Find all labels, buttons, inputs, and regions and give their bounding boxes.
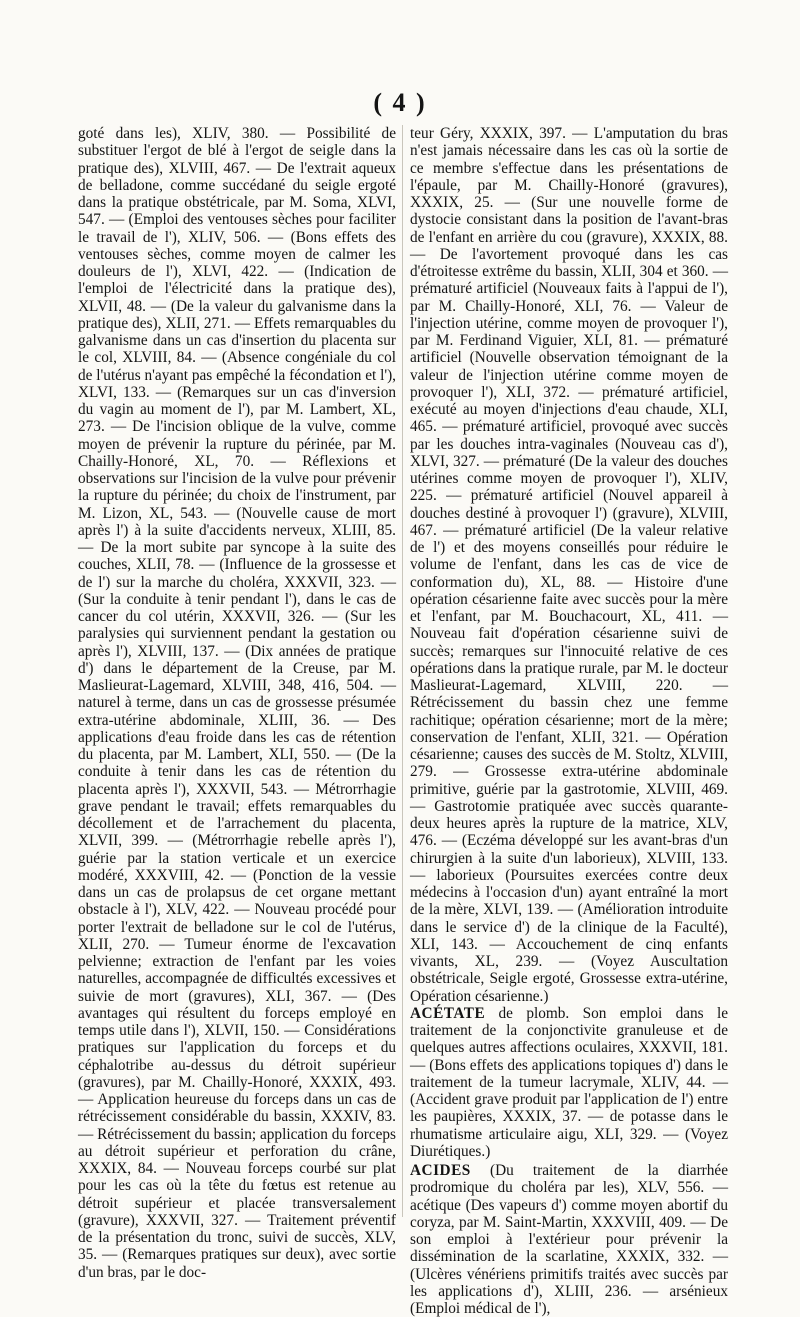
- index-entry-acetate: [410, 1005, 728, 1160]
- index-entry-acides: [410, 1162, 728, 1317]
- right-column: [410, 125, 728, 1317]
- entry-text: (Du traitement de la diarrhée prodromique du choléra par les), XLV, 556. — acétique (Des vapeurs d') comme moyen abortif du coryza, par M. Saint-Martin, XXXVIII, 409. — De son emploi à l'extérieur pour prévenir la dissémination de la scarlatine, XXXIX, 332. — (Ulcères vénériens primitifs traités avec succès par les applications d'), XLIII, 236. — arsénieux (Emploi médical de l'),: [410, 1162, 728, 1317]
- page-number: ( 4 ): [373, 88, 427, 117]
- left-column-text: goté dans les), XLIV, 380. — Possibilité de substituer l'ergot de blé à l'ergot de seigle dans la pratique des), XLVIII, 467. — De l'extrait aqueux de belladone, comme succédané du seigle ergoté dans la pratique obstétricale, par M. Soma, XLVI, 547. — (Emploi des ventouses sèches pour faciliter le travail de l'), XLIV, 506. — (Bons effets des ventouses sèches, comme moyen de calmer les douleurs de l'), XLVI, 422. — (Indication de l'emploi de l'électricité dans la pratique des), XLVII, 48. — (De la valeur du galvanisme dans la pratique des), XLII, 271. — Effets remarquables du galvanisme dans un cas d'insertion du placenta sur le col, XLVIII, 84. — (Absence congéniale du col de l'utérus n'ayant pas empêché la fécondation et l'), XLVI, 133. — (Remarques sur un cas d'inversion du vagin au moment de l'), par M. Lambert, XL, 273. — De l'incision oblique de la vulve, comme moyen de prévenir la rupture du périnée, par M. Chailly-Honoré, XL, 70. — Réflexions et observations sur l'incision de la vulve pour prévenir la rupture du périnée; du choix de l'instrument, par M. Lizon, XL, 543. — (Nouvelle cause de mort après l') à la suite d'accidents nerveux, XLIII, 85. — De la mort subite par syncope à la suite des couches, XLII, 78. — (Influence de la grossesse et de l') sur la marche du choléra, XXXVII, 323. — (Sur la conduite à tenir pendant l'), dans le cas de cancer du col utérin, XXXVII, 326. — (Sur les paralysies qui surviennent pendant la gestation ou après l'), XLVIII, 137. — (Dix années de pratique d') dans le département de la Creuse, par M. Maslieurat-Lagemard, XLVIII, 348, 416, 504. — naturel à terme, dans un cas de grossesse présumée extra-utérine abdominale, XLIII, 36. — Des applications d'eau froide dans les cas de rétention du placenta, par M. Lambert, XLI, 550. — (De la conduite à tenir dans les cas de rétention du placenta après l'), XXXVII, 543. — Métrorrhagie grave pendant le travail; effets remarquables du décollement et de l'arrachement du placenta, XLVII, 399. — (Métrorrhagie rebelle après l'), guérie par la station verticale et un exercice modéré, XXXVIII, 42. — (Ponction de la vessie dans un cas de prolapsus de cet organe mettant obstacle à l'), XLV, 422. — Nouveau procédé pour porter l'extrait de belladone sur le col de l'utérus, XLII, 270. — Tumeur énorme de l'excavation pelvienne; extraction de l'enfant par les voies naturelles, accompagnée de difficultés excessives et suivie de mort (gravures), XLI, 367. — (Des avantages qui résultent du forceps employé en temps utile dans l'), XLVII, 150. — Considérations pratiques sur l'application du forceps et du céphalotribe au-dessus du détroit supérieur (gravures), par M. Chailly-Honoré, XXXIX, 493. — Application heureuse du forceps dans un cas de rétrécissement considérable du bassin, XXXIV, 83. — Rétrécissement du bassin; application du forceps au détroit supérieur et perforation du crâne, XXXIX, 84. — Nouveau forceps courbé sur plat pour les cas où la tête du fœtus est retenue au détroit supérieur et placée transversalement (gravure), XXXVII, 327. — Traitement préventif de la présentation du tronc, suivi de succès, XLV, 35. — (Remarques pratiques sur deux), avec sortie d'un bras, par le doc-: [78, 125, 396, 1281]
- column-divider: [402, 125, 403, 1217]
- right-column-intro: teur Géry, XXXIX, 397. — L'amputation du bras n'est jamais nécessaire dans les cas où la sortie de ce membre s'effectue dans les présentations de l'épaule, par M. Chailly-Honoré (gravures), XXXIX, 25. — (Sur une nouvelle forme de dystocie consistant dans la position de l'avant-bras de l'enfant en arrière du cou (gravure), XXXIX, 88. — De l'avortement provoqué dans les cas d'étroitesse extrême du bassin, XLII, 304 et 360. — prématuré artificiel (Nouveaux faits à l'appui de l'), par M. Chailly-Honoré, XLI, 76. — Valeur de l'injection utérine, comme moyen de provoquer l'), par M. Ferdinand Viguier, XLI, 81. — prématuré artificiel (Nouvelle observation témoignant de la valeur de l'injection utérine comme moyen de provoquer l'), XLI, 372. — prématuré artificiel, exécuté au moyen d'injections d'eau chaude, XLI, 465. — prématuré artificiel, provoqué avec succès par les douches intra-vaginales (Nouveau cas d'), XLVI, 327. — prématuré (De la valeur des douches utérines comme moyen de provoquer l'), XLIV, 225. — prématuré artificiel (Nouvel appareil à douches destiné à provoquer l') (gravure), XLVIII, 467. — prématuré artificiel (De la valeur relative de l') et des moyens conseillés pour réduire le volume de l'enfant, dans les cas de vice de conformation du), XL, 88. — Histoire d'une opération césarienne faite avec succès pour la mère et l'enfant, par M. Bouchacourt, XL, 411. — Nouveau fait d'opération césarienne suivi de succès; remarques sur l'innocuité relative de ces opérations dans la pratique rurale, par M. le docteur Maslieurat-Lagemard, XLVIII, 220. — Rétrécissement du bassin chez une femme rachitique; opération césarienne; mort de la mère; conservation de l'enfant, XLII, 321. — Opération césarienne; causes des succès de M. Stoltz, XLVIII, 279. — Grossesse extra-utérine abdominale primitive, guérie par la gastrotomie, XLVIII, 469. — Gastrotomie pratiquée avec succès quarante-deux heures après la rupture de la matrice, XLV, 476. — (Eczéma développé sur les avant-bras d'un chirurgien à la suite d'un laborieux), XLVIII, 133. — laborieux (Poursuites exercées contre deux médecins à l'occasion d'un) ayant entraîné la mort de la mère, XLVI, 139. — (Amélioration introduite dans le service d') de la clinique de la Faculté), XLI, 143. — Accouchement de cinq enfants vivants, XL, 239. — (Voyez Auscultation obstétricale, Seigle ergoté, Grossesse extra-utérine, Opération césarienne.): [410, 125, 728, 1005]
- entry-heading: ACÉTATE: [410, 1004, 486, 1022]
- left-column: [78, 125, 396, 1281]
- entry-text: de plomb. Son emploi dans le traitement de la conjonctivite granuleuse et de quelques autres affections oculaires, XXXVII, 181. — (Bons effets des applications topiques d') dans le traitement de la tumeur lacrymale, XLIV, 44. — (Accident grave produit par l'application de l') entre les paupières, XXXIX, 37. — de potasse dans le rhumatisme articulaire aigu, XLI, 329. — (Voyez Diurétiques.): [410, 1004, 728, 1160]
- entry-heading: ACIDES: [410, 1162, 471, 1179]
